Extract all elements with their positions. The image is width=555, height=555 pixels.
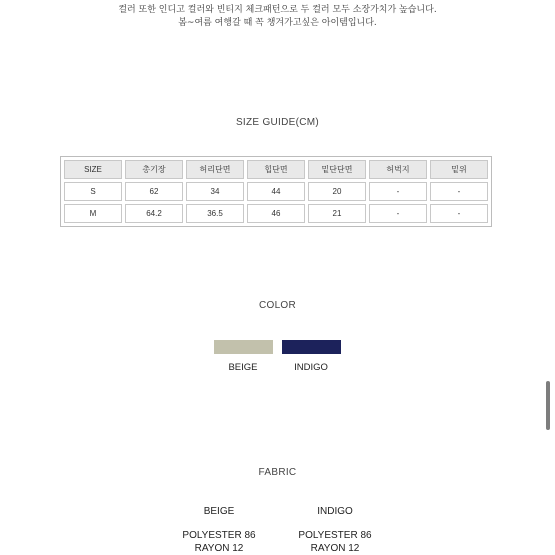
size-guide-title: SIZE GUIDE(CM) bbox=[235, 117, 320, 128]
fabric-title: FABRIC bbox=[258, 467, 297, 478]
intro-line-2: 봄~여름 여행갈 때 꼭 챙겨가고싶은 아이템입니다. bbox=[178, 18, 377, 28]
fabric-column-indigo bbox=[280, 505, 390, 555]
table-row bbox=[64, 182, 488, 201]
scrollbar-thumb[interactable] bbox=[546, 381, 550, 430]
indigo-swatch-label: INDIGO bbox=[294, 362, 328, 373]
table-cell: M bbox=[64, 204, 122, 223]
beige-swatch bbox=[214, 340, 273, 354]
table-cell: 36.5 bbox=[186, 204, 244, 223]
fabric-line: POLYESTER 86 bbox=[182, 530, 256, 541]
fabric-line: POLYESTER 86 bbox=[298, 530, 372, 541]
table-cell: 44 bbox=[247, 182, 305, 201]
beige-swatch-label: BEIGE bbox=[228, 362, 258, 373]
table-cell: 34 bbox=[186, 182, 244, 201]
table-header-row bbox=[64, 160, 488, 179]
table-cell: 21 bbox=[308, 204, 366, 223]
color-title: COLOR bbox=[258, 300, 297, 311]
fabric-column-name: BEIGE bbox=[203, 506, 235, 517]
table-cell: 46 bbox=[247, 204, 305, 223]
table-row bbox=[64, 204, 488, 223]
table-header-cell: 밑단단면 bbox=[308, 160, 366, 179]
table-cell: 62 bbox=[125, 182, 183, 201]
table-cell: - bbox=[369, 182, 427, 201]
table-cell: - bbox=[369, 204, 427, 223]
size-guide-table bbox=[60, 156, 492, 227]
table-cell: - bbox=[430, 204, 488, 223]
table-cell: 20 bbox=[308, 182, 366, 201]
table-header-cell: 힙단면 bbox=[247, 160, 305, 179]
fabric-line: RAYON 12 bbox=[310, 543, 360, 554]
table-header-cell: SIZE bbox=[64, 160, 122, 179]
intro-line-1: 컬러 또한 인디고 컬러와 빈티지 체크패턴으로 두 컬러 모두 소장가치가 높습니다. bbox=[118, 5, 437, 15]
table-cell: S bbox=[64, 182, 122, 201]
table-header-cell: 허벅지 bbox=[369, 160, 427, 179]
indigo-swatch bbox=[282, 340, 341, 354]
table-cell: 64.2 bbox=[125, 204, 183, 223]
fabric-column-beige bbox=[164, 505, 274, 555]
table-header-cell: 밑위 bbox=[430, 160, 488, 179]
table-header-cell: 허리단면 bbox=[186, 160, 244, 179]
fabric-column-name: INDIGO bbox=[317, 506, 353, 517]
fabric-line: RAYON 12 bbox=[194, 543, 244, 554]
table-cell: - bbox=[430, 182, 488, 201]
table-header-cell: 총기장 bbox=[125, 160, 183, 179]
